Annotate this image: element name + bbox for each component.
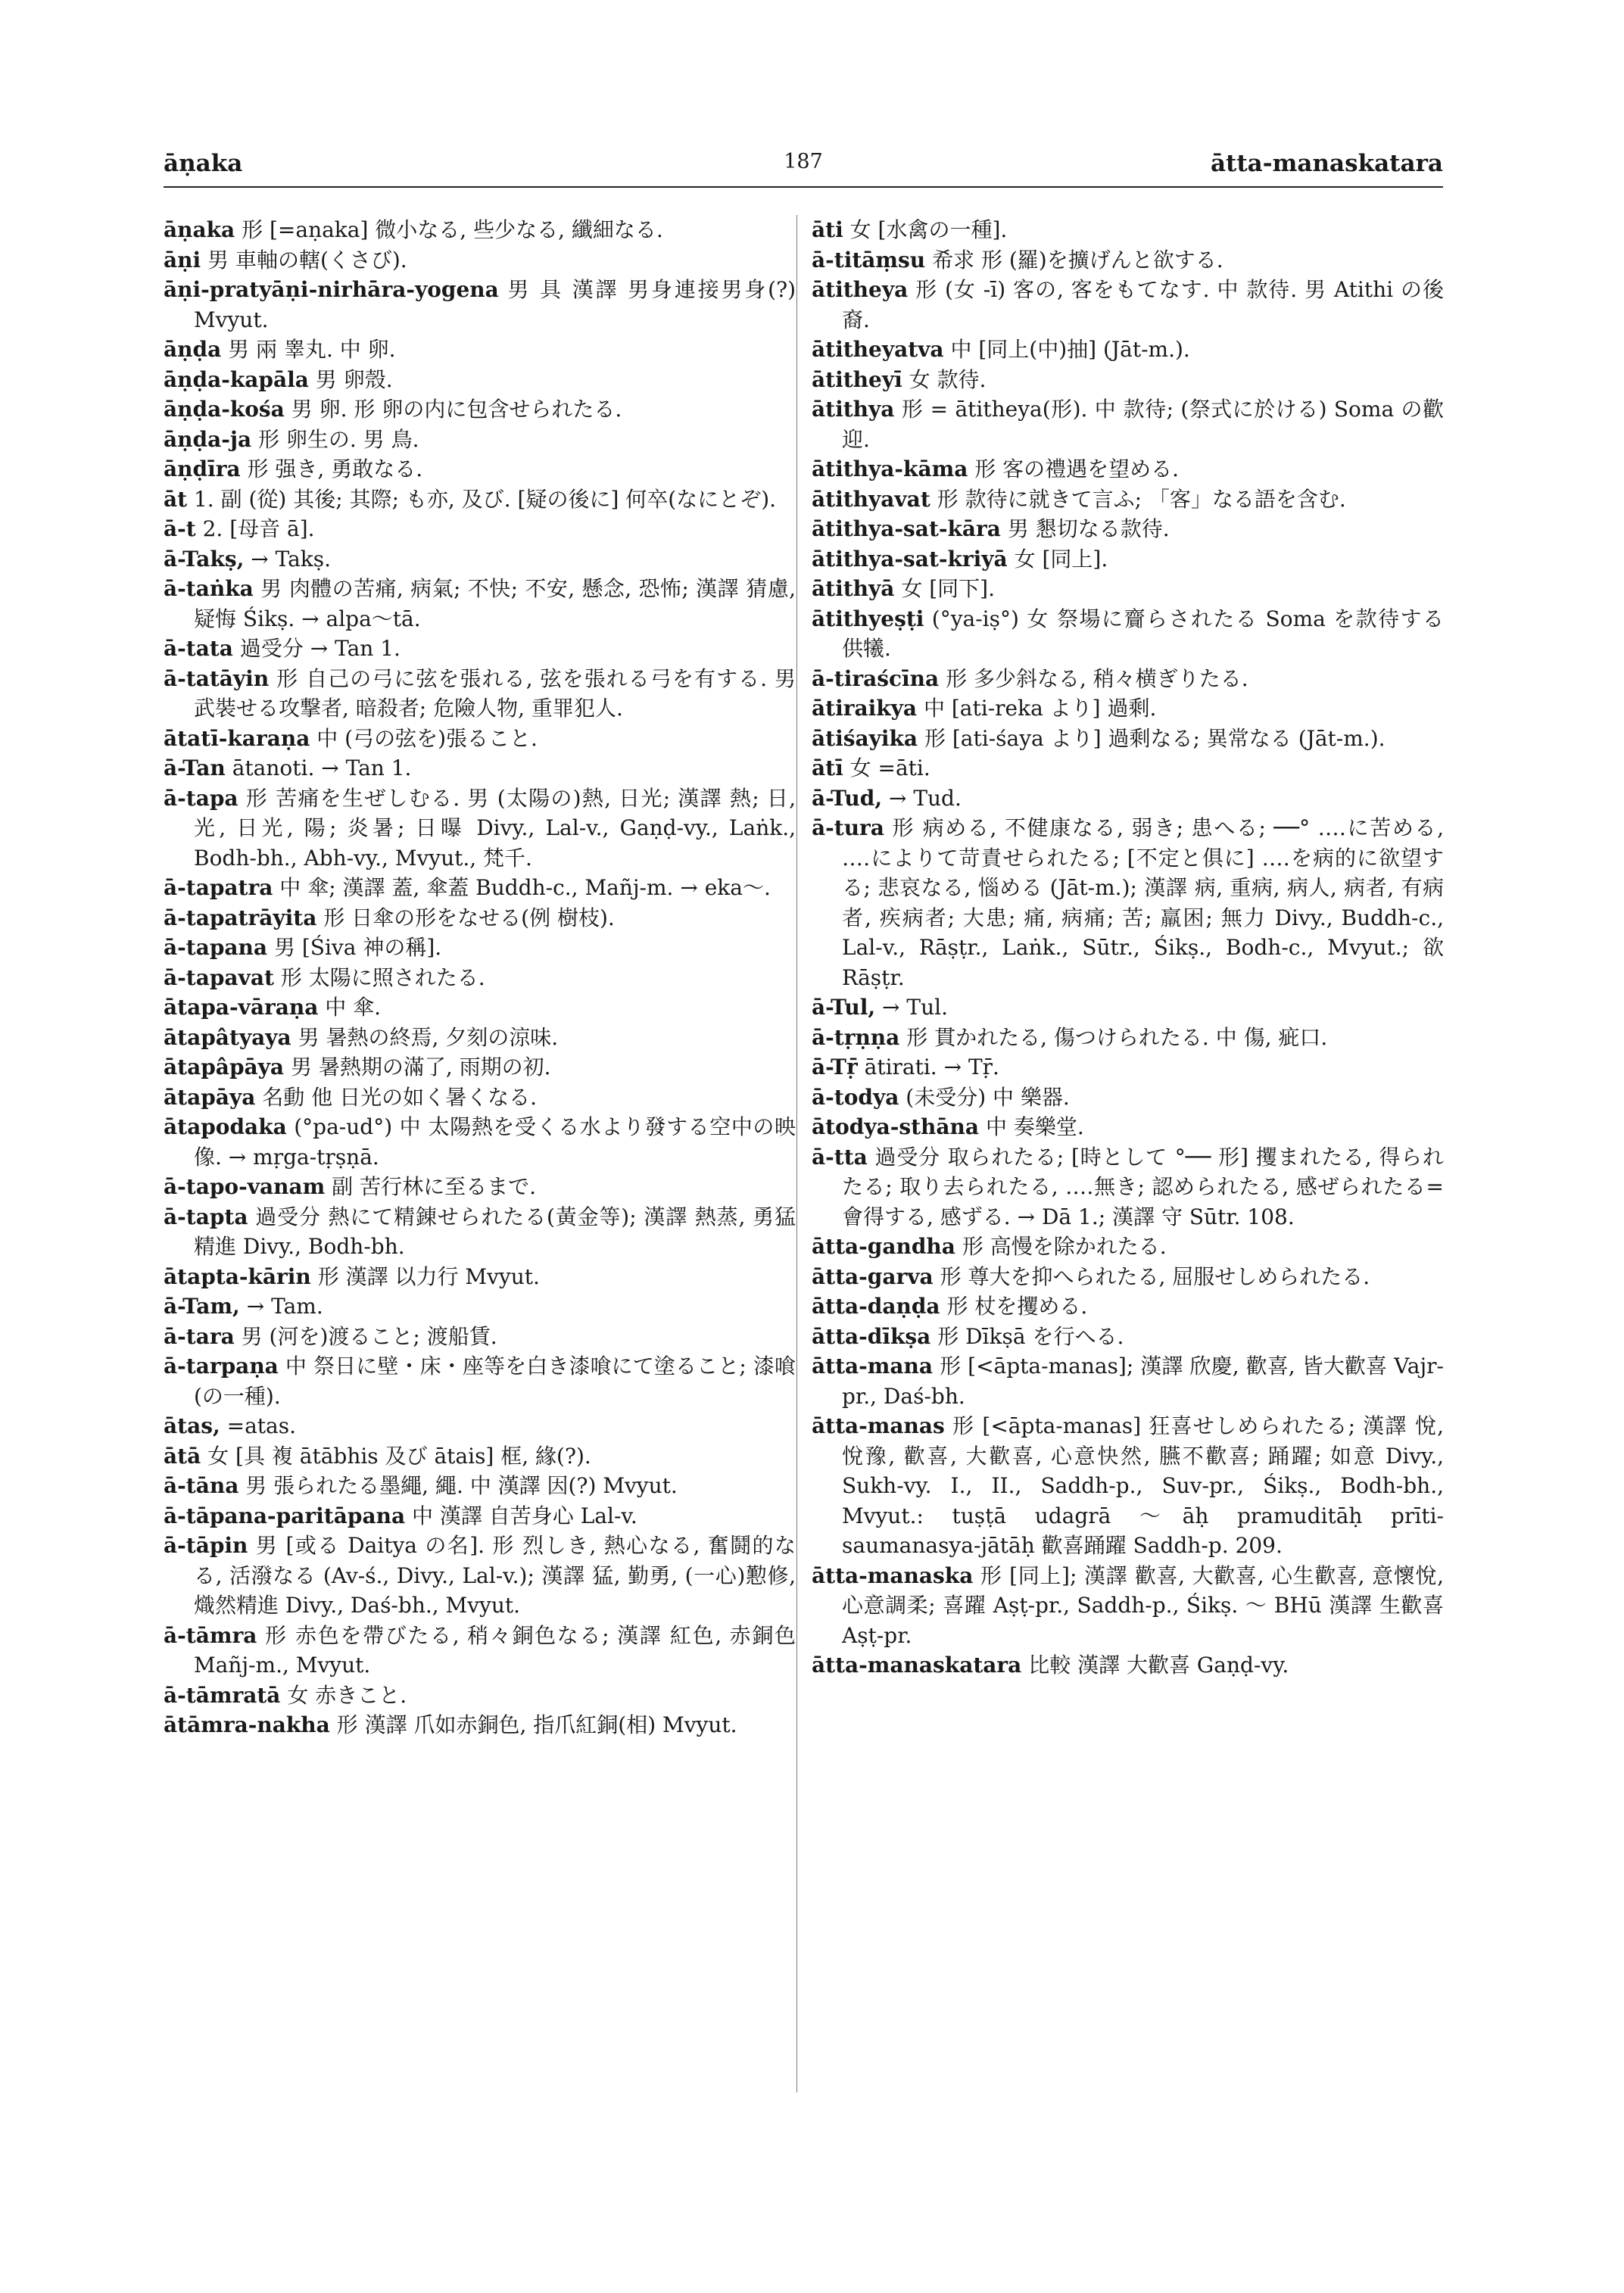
entry-definition: 過受分 → Tan 1. bbox=[239, 636, 401, 661]
entry-definition: 形 客の禮遇を望める. bbox=[974, 456, 1180, 481]
entry-definition: → Tud. bbox=[888, 785, 962, 811]
page-header bbox=[164, 148, 1443, 188]
dictionary-entry bbox=[164, 514, 796, 544]
dictionary-entry bbox=[164, 1262, 796, 1292]
entry-headword: āṇḍa-kośa bbox=[164, 397, 285, 422]
entry-definition: 形 杖を攫める. bbox=[946, 1294, 1088, 1319]
dictionary-entry bbox=[812, 1322, 1444, 1352]
entry-definition: → Takṣ. bbox=[251, 546, 332, 572]
dictionary-entry bbox=[812, 1262, 1444, 1292]
dictionary-entry bbox=[812, 365, 1444, 395]
right-column bbox=[812, 215, 1444, 1681]
entry-definition: 形 [<āpta-manas] 狂喜せしめられたる; 漢譯 悅, 悅豫, 歡喜, 大歡喜, 心意快然, 臙不歡喜; 踊躍; 如意 Divy., Sukh-vy. I., II., Saddh-p., Suv-pr., Śikṣ., Bodh-bh., Mvyut.: tuṣṭā udagrā 〜āḥ pramuditāḥ prīti-saumanasya-jātāḥ 歡喜踊躍 Saddh-p. 209. bbox=[842, 1413, 1445, 1558]
entry-headword: ātta-manas bbox=[812, 1413, 945, 1438]
entry-headword: ā-Tam, bbox=[164, 1294, 240, 1319]
entry-headword: ātā bbox=[164, 1443, 201, 1469]
dictionary-entry bbox=[812, 215, 1444, 245]
entry-headword: ā-todya bbox=[812, 1084, 899, 1110]
entry-definition: → Tul. bbox=[882, 995, 948, 1020]
entry-definition: 希求 形 (羅)を擴げんと欲する. bbox=[932, 247, 1223, 273]
dictionary-entry bbox=[164, 1112, 796, 1172]
dictionary-entry bbox=[164, 1501, 796, 1531]
entry-headword: ātapodaka bbox=[164, 1114, 287, 1139]
entry-definition: 形 苦痛を生ぜしむる. 男 (太陽の)熱, 日光; 漢譯 熱; 日, 光, 日光, 陽; 炎暑; 日曝 Divy., Lal-v., Gaṇḍ-vy., Laṅk., Bodh-bh., Abh-vy., Mvyut., 梵千. bbox=[194, 785, 796, 871]
dictionary-entry bbox=[164, 394, 796, 425]
entry-headword: ā-tarpaṇa bbox=[164, 1354, 279, 1379]
entry-definition: (未受分) 中 樂器. bbox=[906, 1084, 1070, 1110]
dictionary-entry bbox=[812, 1083, 1444, 1113]
entry-definition: 形 漢譯 以力行 Mvyut. bbox=[317, 1263, 540, 1289]
dictionary-entry bbox=[812, 1561, 1444, 1651]
dictionary-entry bbox=[812, 604, 1444, 664]
dictionary-entry bbox=[812, 1232, 1444, 1262]
entry-definition: 形 [同上]; 漢譯 歡喜, 大歡喜, 心生歡喜, 意懷悅, 心意調柔; 喜躍 Aṣṭ-pr., Saddh-p., Śikṣ. 〜 BHū 漢譯 生歡喜 Aṣṭ-pr. bbox=[842, 1562, 1444, 1648]
entry-definition: 副 苦行林に至るまで. bbox=[332, 1174, 536, 1199]
dictionary-entry bbox=[164, 873, 796, 903]
entry-definition: 男 暑熱期の滿了, 雨期の初. bbox=[290, 1055, 551, 1080]
dictionary-entry bbox=[812, 784, 1444, 814]
dictionary-entry bbox=[812, 335, 1444, 365]
entry-headword: ā-tāmratā bbox=[164, 1682, 281, 1708]
entry-definition: 女 赤きこと. bbox=[287, 1682, 407, 1708]
dictionary-entry bbox=[164, 992, 796, 1023]
dictionary-entry bbox=[164, 1023, 796, 1053]
entry-definition: 形 [<āpta-manas]; 漢譯 欣慶, 歡喜, 皆大歡喜 Vajr-pr., Daś-bh. bbox=[842, 1354, 1444, 1409]
dictionary-entry bbox=[164, 1291, 796, 1322]
left-column bbox=[164, 215, 796, 1740]
entry-headword: ātta-gandha bbox=[812, 1234, 955, 1259]
header-left-guideword: āṇaka bbox=[164, 150, 243, 177]
entry-definition: 中 傘; 漢譯 蓋, 傘蓋 Buddh-c., Mañj-m. → eka〜. bbox=[279, 875, 771, 900]
entry-definition: 男 卵殼. bbox=[315, 366, 393, 392]
entry-headword: ātithyā bbox=[812, 576, 895, 601]
dictionary-entry bbox=[164, 1083, 796, 1113]
entry-definition: 男 具 漢譯 男身連接男身(?) Mvyut. bbox=[194, 277, 796, 332]
dictionary-entry bbox=[812, 1351, 1444, 1411]
column-divider bbox=[796, 215, 797, 2092]
dictionary-entry bbox=[164, 1172, 796, 1202]
dictionary-entry bbox=[812, 275, 1444, 335]
entry-definition: 形 貫かれたる, 傷つけられたる. 中 傷, 疵口. bbox=[906, 1024, 1328, 1050]
dictionary-entry bbox=[164, 1202, 796, 1262]
dictionary-entry bbox=[164, 1681, 796, 1711]
entry-definition: 形 [ati-śaya より] 過剩なる; 異常なる (Jāt-m.). bbox=[924, 725, 1386, 751]
entry-definition: 男 卵. 形 卵の内に包含せられたる. bbox=[291, 397, 622, 422]
entry-definition: 形 自己の弓に弦を張れる, 弦を張れる弓を有する. 男 武裝せる攻撃者, 暗殺者; 危險人物, 重罪犯人. bbox=[194, 665, 796, 721]
dictionary-entry bbox=[164, 335, 796, 365]
entry-definition: 男 肉體の苦痛, 病氣; 不快; 不安, 懸念, 恐怖; 漢譯 猜慮, 疑悔 Śikṣ. → alpa〜tā. bbox=[194, 576, 796, 631]
entry-definition: 中 (弓の弦を)張ること. bbox=[316, 725, 538, 751]
dictionary-entry bbox=[812, 484, 1444, 515]
dictionary-entry bbox=[164, 724, 796, 754]
entry-definition: 男 張られたる墨繩, 繩. 中 漢譯 因(?) Mvyut. bbox=[245, 1473, 678, 1498]
entry-headword: ā-titāṃsu bbox=[812, 247, 926, 273]
dictionary-entry bbox=[812, 693, 1444, 724]
entry-definition: 男 暑熱の終焉, 夕刻の涼味. bbox=[298, 1024, 559, 1050]
dictionary-entry bbox=[164, 425, 796, 455]
dictionary-entry bbox=[812, 1023, 1444, 1053]
entry-headword: ā-tapana bbox=[164, 935, 268, 960]
entry-headword: ātitheyī bbox=[812, 366, 902, 392]
header-right-guideword: ātta-manaskatara bbox=[1210, 150, 1443, 177]
entry-headword: ātithya-kāma bbox=[812, 456, 968, 481]
entry-headword: ā-tṛṇṇa bbox=[812, 1024, 900, 1050]
entry-headword: ā-tata bbox=[164, 636, 233, 661]
entry-headword: āṇḍa-kapāla bbox=[164, 366, 309, 392]
dictionary-entry bbox=[812, 1650, 1444, 1681]
dictionary-entry bbox=[812, 664, 1444, 694]
entry-definition: 形 强き, 勇敢なる. bbox=[247, 456, 423, 481]
entry-headword: ātta-manaska bbox=[812, 1562, 974, 1588]
entry-headword: āṇḍa bbox=[164, 337, 222, 362]
dictionary-entry bbox=[812, 1411, 1444, 1561]
entry-definition: 男 兩 睾丸. 中 卵. bbox=[228, 337, 396, 362]
entry-headword: āt bbox=[164, 486, 188, 512]
entry-headword: ā-tapavat bbox=[164, 964, 274, 990]
dictionary-entry bbox=[164, 544, 796, 575]
dictionary-entry bbox=[812, 245, 1444, 276]
entry-headword: āti bbox=[812, 217, 843, 242]
entry-headword: ā-tara bbox=[164, 1323, 235, 1349]
entry-headword: ā-t bbox=[164, 516, 196, 541]
entry-definition: 男 (河を)渡ること; 渡船賃. bbox=[241, 1323, 497, 1349]
dictionary-entry bbox=[164, 634, 796, 664]
entry-definition: 中 祭日に壁・床・座等を白き漆喰にて塗ること; 漆喰(の一種). bbox=[194, 1354, 796, 1409]
dictionary-entry bbox=[812, 724, 1444, 754]
entry-definition: 女 [同上]. bbox=[1014, 546, 1108, 572]
entry-headword: ā-Tud, bbox=[812, 785, 883, 811]
entry-headword: ātithya-sat-kriyā bbox=[812, 546, 1008, 572]
entry-definition: 中 奏樂堂. bbox=[985, 1114, 1084, 1139]
entry-headword: āṇḍa-ja bbox=[164, 426, 252, 452]
entry-headword: ātapa-vāraṇa bbox=[164, 995, 319, 1020]
entry-definition: 形 [=aṇaka] 微小なる, 些少なる, 纖細なる. bbox=[242, 217, 663, 242]
dictionary-entry bbox=[164, 903, 796, 933]
entry-headword: ātapâpāya bbox=[164, 1055, 285, 1080]
dictionary-entry bbox=[812, 544, 1444, 575]
entry-definition: 過受分 取られたる; [時として °── 形] 攫まれたる, 得られたる; 取り去られたる, ‥‥無き; 認められたる, 感ぜられたる=會得する, 感ずる. → Dā 1.; 漢譯 守 Sūtr. 108. bbox=[842, 1144, 1444, 1229]
entry-headword: ā-Tul, bbox=[812, 995, 876, 1020]
entry-headword: ātta-manaskatara bbox=[812, 1653, 1022, 1678]
entry-definition: 男 車軸の轄(くさび). bbox=[207, 247, 407, 273]
entry-definition: 男 [或る Daitya の名]. 形 烈しき, 熱心なる, 奮鬪的なる, 活潑なる (Av-ś., Divy., Lal-v.); 漢譯 猛, 勤勇, (一心)懃修, 熾然精進 Divy., Daś-bh., Mvyut. bbox=[194, 1533, 796, 1618]
dictionary-entry bbox=[812, 454, 1444, 484]
entry-definition: 形 款待に就きて言ふ; 「客」なる語を含む. bbox=[937, 486, 1346, 512]
entry-definition: 女 [具 複 ātābhis 及び ātais] 框, 緣(?). bbox=[207, 1443, 591, 1469]
entry-definition: (°ya-iṣ°) 女 祭場に齎らされたる Soma を款待する供犧. bbox=[842, 606, 1444, 661]
dictionary-entry bbox=[164, 753, 796, 784]
page-number: 187 bbox=[784, 150, 823, 173]
entry-definition: ātanoti. → Tan 1. bbox=[232, 756, 412, 780]
entry-headword: ātatī-karaṇa bbox=[164, 725, 310, 751]
dictionary-entry bbox=[164, 1411, 796, 1441]
entry-headword: ā-Takṣ, bbox=[164, 546, 245, 572]
entry-headword: ātiśayika bbox=[812, 725, 918, 751]
dictionary-entry bbox=[164, 484, 796, 515]
entry-headword: ātta-garva bbox=[812, 1263, 934, 1289]
entry-definition: 形 漢譯 爪如赤銅色, 指爪紅銅(相) Mvyut. bbox=[336, 1712, 737, 1737]
entry-definition: 形 赤色を帶びたる, 稍々銅色なる; 漢譯 紅色, 赤銅色 Mañj-m., Mvyut. bbox=[194, 1622, 796, 1678]
entry-headword: ātithya-sat-kāra bbox=[812, 516, 1001, 541]
entry-headword: ā-tāna bbox=[164, 1473, 239, 1498]
entry-definition: 過受分 熱にて精錬せられたる(黃金等); 漢譯 熱蒸, 勇猛精進 Divy., Bodh-bh. bbox=[194, 1204, 796, 1259]
entry-definition: 形 = ātitheya(形). 中 款待; (祭式に於ける) Soma の歡迎. bbox=[842, 397, 1444, 452]
entry-headword: ātta-mana bbox=[812, 1354, 934, 1379]
entry-headword: ātas, bbox=[164, 1413, 220, 1438]
entry-definition: 女 [同下]. bbox=[901, 576, 995, 601]
entry-headword: āṇi bbox=[164, 247, 201, 273]
entry-headword: ā-tapo-vanam bbox=[164, 1174, 326, 1199]
entry-definition: 中 [ati-reka より] 過剩. bbox=[923, 696, 1157, 721]
dictionary-entry bbox=[164, 365, 796, 395]
entry-headword: ā-taṅka bbox=[164, 576, 254, 601]
entry-headword: ātithyavat bbox=[812, 486, 930, 512]
dictionary-entry bbox=[164, 933, 796, 963]
entry-definition: 形 高慢を除かれたる. bbox=[962, 1234, 1167, 1259]
entry-headword: ā-tapa bbox=[164, 785, 238, 811]
entry-definition: ātirati. → Tṝ. bbox=[864, 1055, 999, 1080]
entry-definition: 名動 他 日光の如く暑くなる. bbox=[262, 1084, 537, 1110]
entry-headword: ā-tapatra bbox=[164, 875, 273, 900]
entry-headword: ātapta-kārin bbox=[164, 1263, 311, 1289]
entry-definition: 中 漢譯 自苦身心 Lal-v. bbox=[412, 1503, 637, 1528]
entry-definition: 形 Dīkṣā を行へる. bbox=[937, 1323, 1124, 1349]
dictionary-entry bbox=[812, 1112, 1444, 1142]
dictionary-entry bbox=[164, 664, 796, 724]
entry-headword: ātapâtyaya bbox=[164, 1024, 291, 1050]
entry-definition: 中 [同上(中)抽] (Jāt-m.). bbox=[950, 337, 1190, 362]
entry-definition: 2. [母音 ā]. bbox=[202, 516, 315, 541]
dictionary-entry bbox=[812, 514, 1444, 544]
dictionary-entry bbox=[164, 1531, 796, 1621]
dictionary-entry bbox=[812, 813, 1444, 992]
entry-definition: 中 傘. bbox=[325, 995, 382, 1020]
dictionary-entry bbox=[164, 574, 796, 634]
entry-definition: 形 多少斜なる, 稍々横ぎりたる. bbox=[946, 665, 1248, 691]
entry-definition: =atas. bbox=[226, 1413, 297, 1438]
entry-headword: ā-tura bbox=[812, 815, 884, 840]
entry-headword: ā-tatāyin bbox=[164, 665, 270, 691]
entry-definition: → Tam. bbox=[246, 1294, 323, 1319]
entry-headword: ātodya-sthāna bbox=[812, 1114, 980, 1139]
entry-definition: 形 尊大を抑へられたる, 屈服せしめられたる. bbox=[940, 1263, 1370, 1289]
entry-headword: ātithya bbox=[812, 397, 895, 422]
entry-headword: ā-tta bbox=[812, 1144, 868, 1170]
entry-definition: 形 卵生の. 男 鳥. bbox=[258, 426, 419, 452]
dictionary-entry bbox=[812, 992, 1444, 1023]
dictionary-entry bbox=[812, 1052, 1444, 1083]
dictionary-entry bbox=[164, 1322, 796, 1352]
entry-headword: ā-tiraścīna bbox=[812, 665, 940, 691]
entry-headword: ā-Tṝ bbox=[812, 1055, 858, 1080]
entry-headword: ātitheya bbox=[812, 277, 909, 302]
entry-headword: ātta-daṇḍa bbox=[812, 1294, 940, 1319]
entry-headword: āṇaka bbox=[164, 217, 235, 242]
entry-headword: āṇi-pratyāṇi-nirhāra-yogena bbox=[164, 277, 499, 302]
dictionary-entry bbox=[164, 245, 796, 276]
dictionary-entry bbox=[812, 1291, 1444, 1322]
entry-headword: ā-tāpin bbox=[164, 1533, 248, 1558]
dictionary-entry bbox=[164, 1621, 796, 1681]
entry-definition: 形 太陽に照されたる. bbox=[280, 964, 485, 990]
entry-headword: ātitheyatva bbox=[812, 337, 944, 362]
entry-definition: 比較 漢譯 大歡喜 Gaṇḍ-vy. bbox=[1028, 1653, 1289, 1678]
entry-definition: 形 (女 -ī) 客の, 客をもてなす. 中 款待. 男 Atithi の後裔. bbox=[842, 277, 1444, 332]
dictionary-entry bbox=[812, 574, 1444, 604]
entry-headword: ā-tapta bbox=[164, 1204, 248, 1229]
entry-definition: 形 病める, 不健康なる, 弱き; 患へる; ──° ‥‥に苦める, ‥‥によりて苛責せられたる; [不定と俱に] ‥‥を病的に欲望する; 悲哀なる, 惱める (Jāt-m.); 漢譯 病, 重病, 病人, 病者, 有病者, 疾病者; 大患; 痛, 病痛; 苦; 羸困; 無力 Divy., Buddh-c., Lal-v., Rāṣṭr., Laṅk., Sūtr., Śikṣ., Bodh-c., Mvyut.; 欲 Rāṣṭr. bbox=[842, 815, 1444, 990]
entry-definition: 形 日傘の形をなせる(例 樹枝). bbox=[323, 905, 615, 930]
dictionary-entry bbox=[164, 963, 796, 993]
entry-headword: āṇḍīra bbox=[164, 456, 241, 481]
entry-headword: ātithyeṣṭi bbox=[812, 606, 924, 631]
entry-headword: ā-Tan bbox=[164, 756, 226, 780]
entry-headword: ātapāya bbox=[164, 1084, 256, 1110]
entry-headword: ātāmra-nakha bbox=[164, 1712, 330, 1737]
entry-definition: 女 =āti. bbox=[849, 756, 930, 780]
dictionary-entry bbox=[164, 1441, 796, 1472]
dictionary-entry bbox=[164, 275, 796, 335]
dictionary-entry bbox=[164, 1351, 796, 1411]
entry-headword: ātta-dīkṣa bbox=[812, 1323, 931, 1349]
dictionary-entry bbox=[812, 394, 1444, 454]
entry-headword: ātiraikya bbox=[812, 696, 918, 721]
dictionary-entry bbox=[164, 1471, 796, 1501]
entry-headword: ā-tapatrāyita bbox=[164, 905, 317, 930]
entry-definition: 女 [水禽の一種]. bbox=[849, 217, 1008, 242]
entry-headword: ā-tāmra bbox=[164, 1622, 257, 1648]
entry-headword: ā-tāpana-paritāpana bbox=[164, 1503, 406, 1528]
entry-definition: 男 懇切なる款待. bbox=[1007, 516, 1170, 541]
dictionary-entry bbox=[164, 1710, 796, 1740]
entry-definition: 1. 副 (從) 其後; 其際; も亦, 及び. [疑の後に] 何卒(なにとぞ). bbox=[193, 486, 777, 512]
dictionary-entry bbox=[164, 1052, 796, 1083]
dictionary-entry bbox=[164, 215, 796, 245]
entry-definition: 女 款待. bbox=[909, 366, 987, 392]
dictionary-entry bbox=[812, 753, 1444, 784]
entry-headword: ātī bbox=[812, 756, 843, 780]
entry-definition: (°pa-ud°) 中 太陽熱を受くる水より發する空中の映像. → mṛga-tṛṣṇā. bbox=[194, 1114, 796, 1170]
dictionary-entry bbox=[164, 784, 796, 874]
dictionary-entry bbox=[164, 454, 796, 484]
entry-definition: 男 [Śiva 神の稱]. bbox=[273, 935, 442, 960]
dictionary-entry bbox=[812, 1142, 1444, 1232]
